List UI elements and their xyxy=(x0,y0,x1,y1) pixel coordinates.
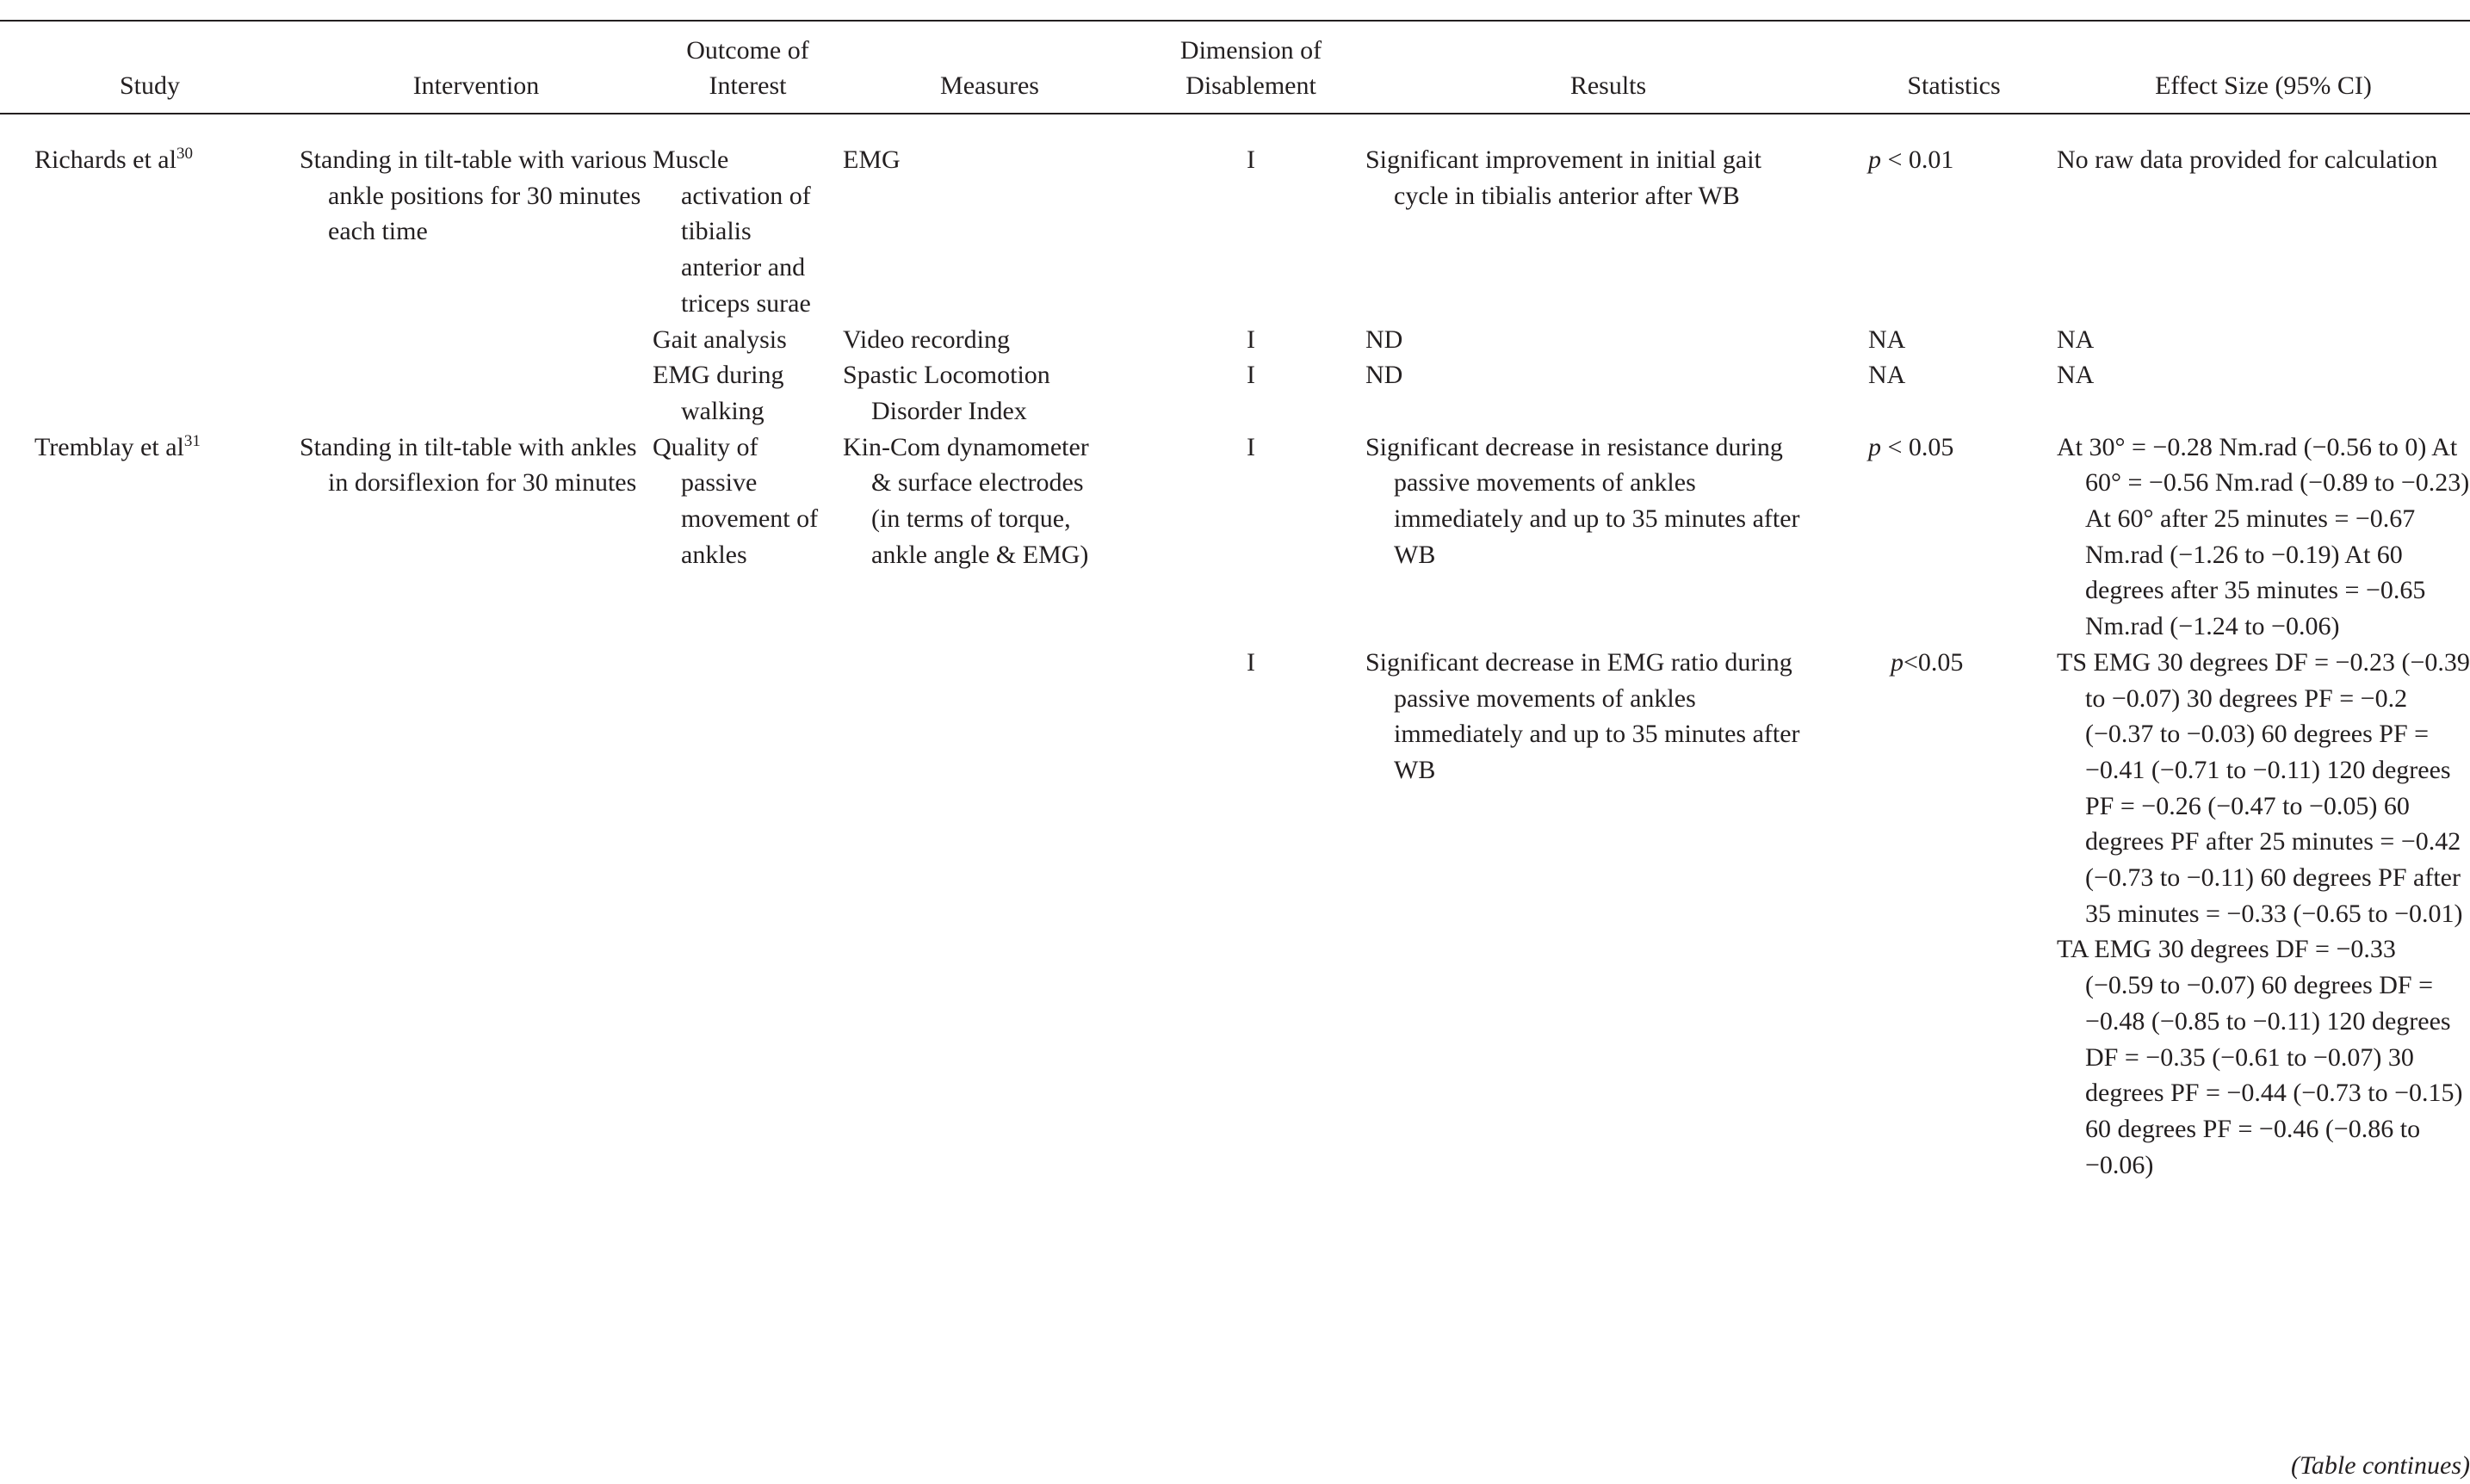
study-cell xyxy=(34,430,300,466)
study-name: Richards et al xyxy=(34,145,176,174)
statistics-cell: p < 0.05 xyxy=(1868,432,1954,461)
intervention-cell: Standing in tilt-table with ankles in dorsiflexion for 30 minutes xyxy=(300,432,637,498)
header-statistics: Statistics xyxy=(1851,21,2057,114)
table-row xyxy=(0,357,2470,429)
header-intervention: Intervention xyxy=(300,21,653,114)
reference-number: 30 xyxy=(176,145,193,163)
measures-cell: Video recording xyxy=(843,325,1010,354)
measures-cell: Kin-Com dynamometer & surface electrodes (in terms of torque, ankle angle & EMG) xyxy=(843,432,1089,569)
study-cell xyxy=(34,142,300,178)
statistics-cell: p < 0.01 xyxy=(1868,145,1954,174)
study-name: Tremblay et al xyxy=(34,432,184,461)
study-table xyxy=(0,20,2470,1183)
results-cell: ND xyxy=(1365,325,1403,354)
reference-number: 31 xyxy=(183,431,201,450)
header-dimension-l2: Disablement xyxy=(1185,71,1316,101)
p-symbol: p xyxy=(1891,647,1904,677)
outcome-cell: Gait analysis xyxy=(653,325,787,354)
dimension-cell: I xyxy=(1247,325,1255,354)
header-measures: Measures xyxy=(843,21,1136,114)
dimension-cell: I xyxy=(1247,361,1255,390)
p-symbol: p xyxy=(1868,145,1881,174)
table-row xyxy=(0,430,2470,645)
effect-cell: At 30° = −0.28 Nm.rad (−0.56 to 0) At 60° = −0.56 Nm.rad (−0.89 to −0.23) At 60° after 25 minutes = −0.67 Nm.rad (−1.26 to −0.19) At 60 degrees after 35 minutes = −0.65 Nm.rad (−1.24 to −0.06) xyxy=(2057,432,2470,641)
header-study: Study xyxy=(0,21,300,114)
header-outcome-l2: Interest xyxy=(709,71,787,101)
outcome-cell: EMG during walking xyxy=(653,361,784,425)
table-row xyxy=(0,114,2470,322)
header-results: Results xyxy=(1365,21,1851,114)
effect-cell: No raw data provided for calculation xyxy=(2057,145,2438,174)
table-continues-note: (Table continues) xyxy=(2290,1451,2470,1480)
effect-cell: NA xyxy=(2057,361,2095,390)
results-cell: ND xyxy=(1365,361,1403,390)
dimension-cell: I xyxy=(1247,647,1255,677)
measures-cell: Spastic Locomotion Disorder Index xyxy=(843,361,1050,425)
results-cell: Significant decrease in resistance during passive movements of ankles immediately and up to 35 minutes after WB xyxy=(1365,432,1800,569)
results-cell: Significant decrease in EMG ratio during passive movements of ankles immediately and up to 35 minutes after WB xyxy=(1365,647,1800,784)
measures-cell: EMG xyxy=(843,145,901,174)
outcome-cell: Muscle activation of tibialis anterior and triceps surae xyxy=(653,145,811,318)
header-outcome xyxy=(653,21,843,114)
p-symbol: p xyxy=(1868,432,1881,461)
statistics-cell: NA xyxy=(1868,325,1906,354)
intervention-cell: Standing in tilt-table with various ankle positions for 30 minutes each time xyxy=(300,145,647,246)
statistics-cell: NA xyxy=(1868,361,1906,390)
dimension-cell: I xyxy=(1247,432,1255,461)
header-dimension-l1: Dimension of xyxy=(1179,35,1322,65)
statistics-cell: p<0.05 xyxy=(1891,647,1964,677)
header-row xyxy=(0,21,2470,114)
table-row xyxy=(0,322,2470,358)
effect-cell-ts-emg: TS EMG 30 degrees DF = −0.23 (−0.39 to −0.07) 30 degrees PF = −0.2 (−0.37 to −0.03) 60 degrees PF = −0.41 (−0.71 to −0.11) 120 degrees PF = −0.26 (−0.47 to −0.05) 60 degrees PF after 25 minutes = −0.42 (−0.73 to −0.11) 60 degrees PF after 35 minutes = −0.33 (−0.65 to −0.01) xyxy=(2057,647,2470,928)
results-cell: Significant improvement in initial gait cycle in tibialis anterior after WB xyxy=(1365,145,1761,210)
header-effect: Effect Size (95% CI) xyxy=(2057,21,2470,114)
dimension-cell: I xyxy=(1247,145,1255,174)
effect-cell-ta-emg: TA EMG 30 degrees DF = −0.33 (−0.59 to −0.07) 60 degrees DF = −0.48 (−0.85 to −0.11) 120 degrees DF = −0.35 (−0.61 to −0.07) 30 degrees PF = −0.44 (−0.73 to −0.15) 60 degrees PF = −0.46 (−0.86 to −0.06) xyxy=(2057,935,2463,1179)
header-outcome-l1: Outcome of xyxy=(686,35,809,65)
header-dimension xyxy=(1136,21,1365,114)
effect-cell: NA xyxy=(2057,325,2095,354)
table-row xyxy=(0,645,2470,1184)
outcome-cell: Quality of passive movement of ankles xyxy=(653,432,819,569)
